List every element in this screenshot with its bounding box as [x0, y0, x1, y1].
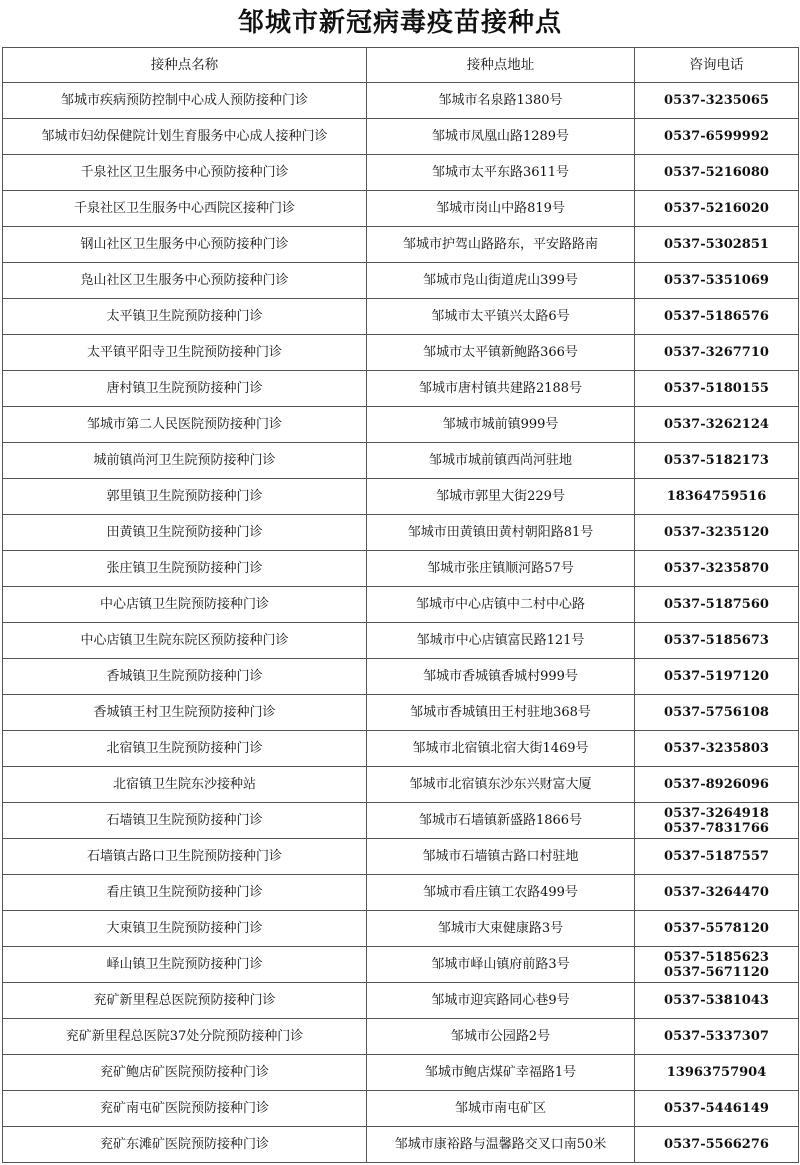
site-address-cell: 邹城市公园路2号	[367, 1019, 635, 1055]
site-address-cell: 邹城市南屯矿区	[367, 1091, 635, 1127]
table-row	[3, 659, 799, 695]
site-phone-cell	[635, 587, 799, 623]
phone-number: 0537-5216080	[664, 165, 769, 180]
site-address-cell: 邹城市名泉路1380号	[367, 83, 635, 119]
phone-number: 0537-5186576	[664, 309, 769, 324]
table-row	[3, 515, 799, 551]
phone-number: 0537-3235120	[664, 525, 769, 540]
site-address-cell: 邹城市太平镇新鲍路366号	[367, 335, 635, 371]
column-header-name: 接种点名称	[3, 48, 367, 83]
table-row	[3, 1055, 799, 1091]
phone-number: 0537-3264918	[664, 805, 769, 821]
table-row	[3, 1127, 799, 1163]
table-row	[3, 1091, 799, 1127]
site-name-cell: 石墙镇古路口卫生院预防接种门诊	[3, 839, 367, 875]
phone-number: 0537-5351069	[664, 273, 769, 288]
phone-number: 0537-5216020	[664, 201, 769, 216]
site-address-cell: 邹城市北宿镇北宿大街1469号	[367, 731, 635, 767]
table-row	[3, 407, 799, 443]
phone-number: 0537-5756108	[664, 705, 769, 720]
phone-number: 0537-3264470	[664, 885, 769, 900]
site-address-cell: 邹城市中心店镇中二村中心路	[367, 587, 635, 623]
site-phone-cell	[635, 443, 799, 479]
site-name-cell: 凫山社区卫生服务中心预防接种门诊	[3, 263, 367, 299]
site-phone-cell	[635, 479, 799, 515]
site-name-cell: 千泉社区卫生服务中心预防接种门诊	[3, 155, 367, 191]
table-row	[3, 731, 799, 767]
site-name-cell: 太平镇平阳寺卫生院预防接种门诊	[3, 335, 367, 371]
site-address-cell: 邹城市凫山街道虎山399号	[367, 263, 635, 299]
site-phone-cell	[635, 731, 799, 767]
table-row	[3, 299, 799, 335]
table-row	[3, 263, 799, 299]
site-name-cell: 北宿镇卫生院预防接种门诊	[3, 731, 367, 767]
site-name-cell: 兖矿新里程总医院预防接种门诊	[3, 983, 367, 1019]
table-row	[3, 155, 799, 191]
site-address-cell: 邹城市田黄镇田黄村朝阳路81号	[367, 515, 635, 551]
table-row	[3, 803, 799, 839]
site-address-cell: 邹城市唐村镇共建路2188号	[367, 371, 635, 407]
table-row	[3, 191, 799, 227]
phone-number: 13963757904	[666, 1065, 767, 1080]
site-phone-cell	[635, 911, 799, 947]
site-name-cell: 邹城市第二人民医院预防接种门诊	[3, 407, 367, 443]
column-header-phone: 咨询电话	[635, 48, 799, 83]
table-row	[3, 839, 799, 875]
site-name-cell: 郭里镇卫生院预防接种门诊	[3, 479, 367, 515]
site-phone-cell	[635, 695, 799, 731]
site-name-cell: 城前镇尚河卫生院预防接种门诊	[3, 443, 367, 479]
phone-number: 0537-5446149	[664, 1101, 769, 1116]
site-name-cell: 兖矿东滩矿医院预防接种门诊	[3, 1127, 367, 1163]
site-name-cell: 峄山镇卫生院预防接种门诊	[3, 947, 367, 983]
site-name-cell: 看庄镇卫生院预防接种门诊	[3, 875, 367, 911]
table-row	[3, 623, 799, 659]
site-phone-cell	[635, 227, 799, 263]
site-name-cell: 兖矿鲍店矿医院预防接种门诊	[3, 1055, 367, 1091]
site-address-cell: 邹城市护驾山路路东，平安路路南	[367, 227, 635, 263]
table-row	[3, 911, 799, 947]
table-row	[3, 83, 799, 119]
table-row	[3, 479, 799, 515]
site-phone-cell	[635, 1127, 799, 1163]
site-phone-cell	[635, 335, 799, 371]
site-address-cell: 邹城市中心店镇富民路121号	[367, 623, 635, 659]
table-row	[3, 227, 799, 263]
site-name-cell: 张庄镇卫生院预防接种门诊	[3, 551, 367, 587]
site-address-cell: 邹城市峄山镇府前路3号	[367, 947, 635, 983]
table-row	[3, 443, 799, 479]
site-name-cell: 太平镇卫生院预防接种门诊	[3, 299, 367, 335]
site-phone-cell	[635, 515, 799, 551]
phone-number: 0537-5187560	[664, 597, 769, 612]
table-row	[3, 695, 799, 731]
phone-number: 0537-3262124	[664, 417, 769, 432]
vaccination-sites-table	[2, 47, 799, 1163]
phone-number: 0537-5566276	[664, 1137, 769, 1152]
site-name-cell: 石墙镇卫生院预防接种门诊	[3, 803, 367, 839]
phone-number: 0537-3267710	[664, 345, 769, 360]
table-row	[3, 551, 799, 587]
site-phone-cell	[635, 659, 799, 695]
site-name-cell: 中心店镇卫生院预防接种门诊	[3, 587, 367, 623]
site-phone-cell	[635, 875, 799, 911]
phone-number: 0537-5185623	[664, 949, 769, 965]
site-phone-cell	[635, 299, 799, 335]
table-row	[3, 371, 799, 407]
site-phone-cell	[635, 263, 799, 299]
site-address-cell: 邹城市迎宾路同心巷9号	[367, 983, 635, 1019]
site-phone-cell	[635, 983, 799, 1019]
phone-number: 0537-5182173	[664, 453, 769, 468]
table-header-row	[3, 48, 799, 83]
table-row	[3, 767, 799, 803]
phone-number: 0537-6599992	[664, 129, 769, 144]
site-address-cell: 邹城市大束健康路3号	[367, 911, 635, 947]
site-address-cell: 邹城市香城镇田王村驻地368号	[367, 695, 635, 731]
site-phone-cell	[635, 803, 799, 839]
site-address-cell: 邹城市康裕路与温馨路交叉口南50米	[367, 1127, 635, 1163]
site-phone-cell	[635, 767, 799, 803]
table-row	[3, 119, 799, 155]
site-phone-cell	[635, 839, 799, 875]
site-phone-cell	[635, 191, 799, 227]
phone-number: 0537-5187557	[664, 849, 769, 864]
site-address-cell: 邹城市鲍店煤矿幸福路1号	[367, 1055, 635, 1091]
phone-number: 0537-5337307	[664, 1029, 769, 1044]
site-name-cell: 钢山社区卫生服务中心预防接种门诊	[3, 227, 367, 263]
site-name-cell: 香城镇王村卫生院预防接种门诊	[3, 695, 367, 731]
site-phone-cell	[635, 83, 799, 119]
site-name-cell: 兖矿新里程总医院37处分院预防接种门诊	[3, 1019, 367, 1055]
site-phone-cell	[635, 947, 799, 983]
site-address-cell: 邹城市太平镇兴太路6号	[367, 299, 635, 335]
table-row	[3, 587, 799, 623]
phone-number: 0537-3235803	[664, 741, 769, 756]
site-address-cell: 邹城市北宿镇东沙东兴财富大厦	[367, 767, 635, 803]
table-body	[3, 83, 799, 1163]
site-name-cell: 邹城市疾病预防控制中心成人预防接种门诊	[3, 83, 367, 119]
site-phone-cell	[635, 623, 799, 659]
site-address-cell: 邹城市石墙镇新盛路1866号	[367, 803, 635, 839]
site-name-cell: 兖矿南屯矿医院预防接种门诊	[3, 1091, 367, 1127]
column-header-address: 接种点地址	[367, 48, 635, 83]
document-page	[2, 0, 798, 1165]
phone-number: 0537-7831766	[664, 820, 769, 836]
site-address-cell: 邹城市凤凰山路1289号	[367, 119, 635, 155]
phone-number: 0537-5180155	[664, 381, 769, 396]
site-phone-cell	[635, 551, 799, 587]
site-name-cell: 邹城市妇幼保健院计划生育服务中心成人接种门诊	[3, 119, 367, 155]
site-address-cell: 邹城市张庄镇顺河路57号	[367, 551, 635, 587]
site-phone-cell	[635, 119, 799, 155]
site-address-cell: 邹城市太平东路3611号	[367, 155, 635, 191]
site-address-cell: 邹城市城前镇999号	[367, 407, 635, 443]
site-name-cell: 千泉社区卫生服务中心西院区接种门诊	[3, 191, 367, 227]
site-phone-cell	[635, 1055, 799, 1091]
phone-number: 0537-5578120	[664, 921, 769, 936]
site-address-cell: 邹城市城前镇西尚河驻地	[367, 443, 635, 479]
phone-number: 0537-5381043	[664, 993, 769, 1008]
site-phone-cell	[635, 1091, 799, 1127]
site-phone-cell	[635, 407, 799, 443]
phone-number: 0537-5302851	[664, 237, 769, 252]
phone-number: 0537-5197120	[664, 669, 769, 684]
site-name-cell: 唐村镇卫生院预防接种门诊	[3, 371, 367, 407]
site-name-cell: 中心店镇卫生院东院区预防接种门诊	[3, 623, 367, 659]
phone-number: 18364759516	[666, 489, 767, 504]
table-row	[3, 335, 799, 371]
table-row	[3, 1019, 799, 1055]
site-address-cell: 邹城市石墙镇古路口村驻地	[367, 839, 635, 875]
site-name-cell: 香城镇卫生院预防接种门诊	[3, 659, 367, 695]
site-address-cell: 邹城市郭里大街229号	[367, 479, 635, 515]
site-name-cell: 大束镇卫生院预防接种门诊	[3, 911, 367, 947]
site-name-cell: 北宿镇卫生院东沙接种站	[3, 767, 367, 803]
page-title: 邹城市新冠病毒疫苗接种点	[237, 8, 562, 38]
site-phone-cell	[635, 371, 799, 407]
site-address-cell: 邹城市看庄镇工农路499号	[367, 875, 635, 911]
site-address-cell: 邹城市岗山中路819号	[367, 191, 635, 227]
site-phone-cell	[635, 1019, 799, 1055]
table-row	[3, 983, 799, 1019]
table-row	[3, 947, 799, 983]
phone-number: 0537-5671120	[664, 964, 769, 980]
phone-number: 0537-5185673	[664, 633, 769, 648]
site-name-cell: 田黄镇卫生院预防接种门诊	[3, 515, 367, 551]
table-row	[3, 875, 799, 911]
phone-number: 0537-3235870	[664, 561, 769, 576]
phone-number: 0537-3235065	[664, 93, 769, 108]
site-address-cell: 邹城市香城镇香城村999号	[367, 659, 635, 695]
site-phone-cell	[635, 155, 799, 191]
phone-number: 0537-8926096	[664, 777, 769, 792]
